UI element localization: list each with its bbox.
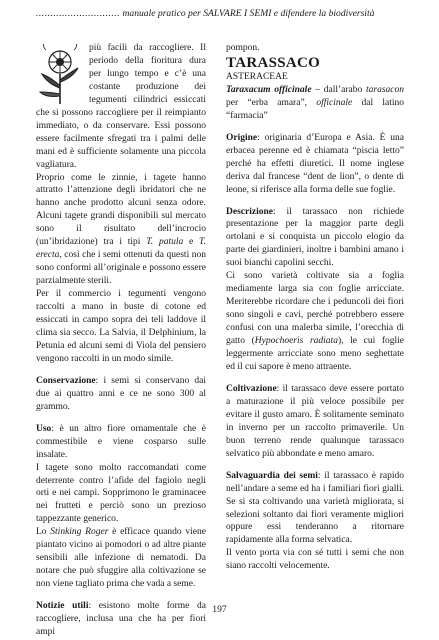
plant-title: TARASSACO	[226, 54, 321, 71]
paragraph-useful-notes: Notizie utili: esistono molte forme da raccogliere, inclusa una che ha per fiori ampi	[36, 601, 206, 637]
paragraph-commerce: Per il commercio i tegumenti vengono raccolti a mano in buste di cotone ed essiccati in campo sopra dei teli laddove il clima sia secco. La Salvia, il Delphinium, la Petunia ed alcuni semi di Viola del pensiero vengono raccolti in un modo simile.	[36, 289, 206, 364]
paragraph-varieties: Ci sono varietà coltivate sia a foglia mediamente larga sia con foglie arricciate. Meriterebbe ricordare che i peduncoli dei fiori sono singoli e cavi, perché potrebbero essere confusi con una malerba simile, l’orecchia di gatto (Hypochoeris radiata), le cui foglie leggermente arricciate sono meno seghettate ed il cui sapore è meno attraente.	[226, 271, 404, 372]
paragraph-intro: più facili da raccogliere. Il periodo della fioritura dura per lungo tempo e c’è una costante produzione dei tegumenti cilindrici essiccati che si possono raccogliere per il reimpianto immediato, o da conservare. Essi possono essere facilmente sfregati tra i palmi delle mani ed è sufficiente solamente una piccola vagliatura.	[36, 43, 206, 170]
paragraph-stinking-roger: Lo Stinking Roger è efficace quando viene piantato vicino ai pomodori o ad altre piante sensibili alle infezione di nematodi. Da notare che può sfuggire alla coltivazione se non viene tagliato prima che vada a seme.	[36, 527, 206, 590]
right-column	[226, 42, 404, 573]
marigold-drawing-icon	[36, 44, 84, 106]
continued-text: pompon.	[226, 43, 260, 53]
paragraph-wind: Il vento porta via con sé tutti i semi che non siano raccolti velocemente.	[226, 548, 404, 572]
paragraph-use: Uso: è un altro fiore ornamentale che è commestibile e viene cosparso sulle insalate.	[36, 423, 206, 460]
page-number: 197	[212, 604, 227, 615]
header-title: manuale pratico per SALVARE I SEMI e difendere la biodiversità	[122, 8, 375, 19]
paragraph-cultivation: Coltivazione: il tarassaco deve essere portato a maturazione il più veloce possibile per evitare il gusto amaro. È solitamente seminato in inverno per un raccolto primaverile. Un buon terreno rende qualunque tarassaco selvatico più abbondate e meno amaro.	[226, 383, 404, 459]
header-dots: .............................	[36, 8, 121, 19]
paragraph-hybrids: Proprio come le zinnie, i tagete hanno attratto l’attenzione degli ibridatori che ne hanno anche prodotto alcuni senza odore. Alcuni tagete grandi disponibili sul mercato sono il risultato dell’incrocio (un’ibridazione) tra i tipi T. patula e T. erecta, così che i semi ottenuti da questi non sono conformi all’originale e possono essere parzialmente sterili.	[36, 172, 206, 287]
paragraph-origin: Origine: originaria d’Europa e Asia. È una erbacea perenne ed è chiamata “piscia letto” perché ha effetti diuretici. Il nome inglese deriva dal francese “dent de lion”, o dente di leone, si riferisce alla forma delle sue foglie.	[226, 132, 404, 195]
paragraph-deterrent: I tagete sono molto raccomandati come deterrente contro l’afide del fagiolo negli orti e nei campi. Sopprimono le graminacee nei frutteti e perciò sono un prezioso tappezzante generico.	[36, 462, 206, 525]
paragraph-description: Descrizione: il tarassaco non richiede presentazione per la maggior parte degli ortolani e si conquista un piccolo elogio da parte dei giardinieri, inoltre i bambini amano i suoi bianchi capolini secchi.	[226, 206, 404, 269]
running-header	[36, 8, 416, 19]
plant-family: ASTERACEAE	[226, 71, 288, 82]
left-column	[36, 42, 206, 639]
paragraph-seed-saving: Salvaguardia dei semi: il tarassaco è rapido nell’andare a seme ed ha i familiari fiori gialli. Se si sta coltivando una varietà migliorata, si selezioni soltanto dai fiori veramente migliori oppure essi tenderanno a ritornare rapidamente alla forma selvatica.	[226, 470, 405, 546]
paragraph-conservation: Conservazione: i semi si conservano dai due ai quattro anni e ce ne sono 300 al grammo.	[36, 375, 206, 412]
paragraph-name: Taraxacum officinale – dall’arabo tarasacon per “erba amara”, officinale dal latino “farmacia”	[226, 84, 404, 121]
